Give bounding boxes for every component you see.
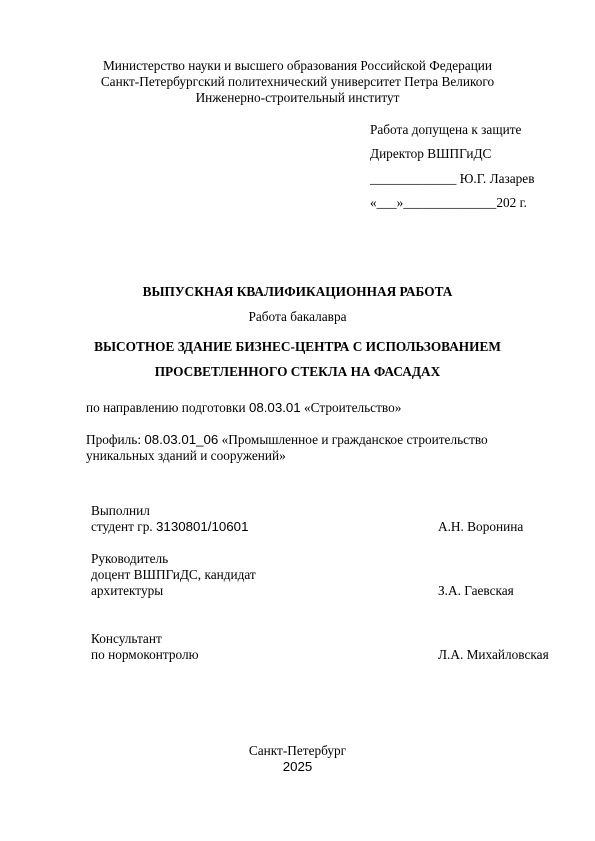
author-role: Выполнил bbox=[91, 503, 150, 518]
work-degree: Работа бакалавра bbox=[248, 309, 347, 324]
direction-code: 08.03.01 bbox=[248, 400, 301, 415]
consultant-role: Консультант bbox=[91, 631, 162, 646]
city: Санкт-Петербург bbox=[248, 743, 347, 758]
profile-prefix: Профиль: bbox=[86, 432, 145, 447]
approval-date: «___»______________202 г. bbox=[370, 195, 527, 210]
direction-name: «Строительство» bbox=[300, 400, 402, 415]
author-group: 3130801/10601 bbox=[156, 519, 249, 534]
profile-name-start: «Промышленное и гражданское строительство bbox=[218, 432, 488, 447]
work-title-line2: ПРОСВЕТЛЕННОГО СТЕКЛА НА ФАСАДАХ bbox=[154, 364, 441, 379]
study-direction bbox=[86, 400, 401, 416]
ministry-line: Министерство науки и высшего образования Российской Федерации bbox=[102, 58, 493, 73]
year: 2025 bbox=[282, 759, 313, 774]
author-name: А.Н. Воронина bbox=[438, 519, 524, 534]
supervisor-position: доцент ВШПГиДС, кандидат bbox=[91, 567, 256, 582]
consultant-area: по нормоконтролю bbox=[91, 647, 199, 662]
work-type: ВЫПУСКНАЯ КВАЛИФИКАЦИОННАЯ РАБОТА bbox=[142, 284, 453, 299]
work-title-line1: ВЫСОТНОЕ ЗДАНИЕ БИЗНЕС-ЦЕНТРА С ИСПОЛЬЗОВАНИЕМ bbox=[94, 339, 501, 354]
supervisor-name: З.А. Гаевская bbox=[438, 583, 514, 598]
approval-admitted: Работа допущена к защите bbox=[370, 122, 522, 137]
profile-line1 bbox=[86, 432, 488, 448]
author-group-line bbox=[91, 519, 248, 535]
profile-code: 08.03.01_06 bbox=[144, 432, 219, 447]
author-group-prefix: студент гр. bbox=[91, 519, 157, 534]
supervisor-role: Руководитель bbox=[91, 551, 169, 566]
profile-line2: уникальных зданий и сооружений» bbox=[86, 448, 286, 463]
direction-prefix: по направлению подготовки bbox=[86, 400, 249, 415]
consultant-name: Л.А. Михайловская bbox=[438, 647, 549, 662]
approval-director: Директор ВШПГиДС bbox=[370, 146, 492, 161]
institute-line: Инженерно-строительный институт bbox=[195, 90, 400, 105]
university-line: Санкт-Петербургский политехнический университет Петра Великого bbox=[100, 74, 495, 89]
supervisor-degree: архитектуры bbox=[91, 583, 164, 598]
approval-signature: _____________ Ю.Г. Лазарев bbox=[370, 171, 535, 186]
